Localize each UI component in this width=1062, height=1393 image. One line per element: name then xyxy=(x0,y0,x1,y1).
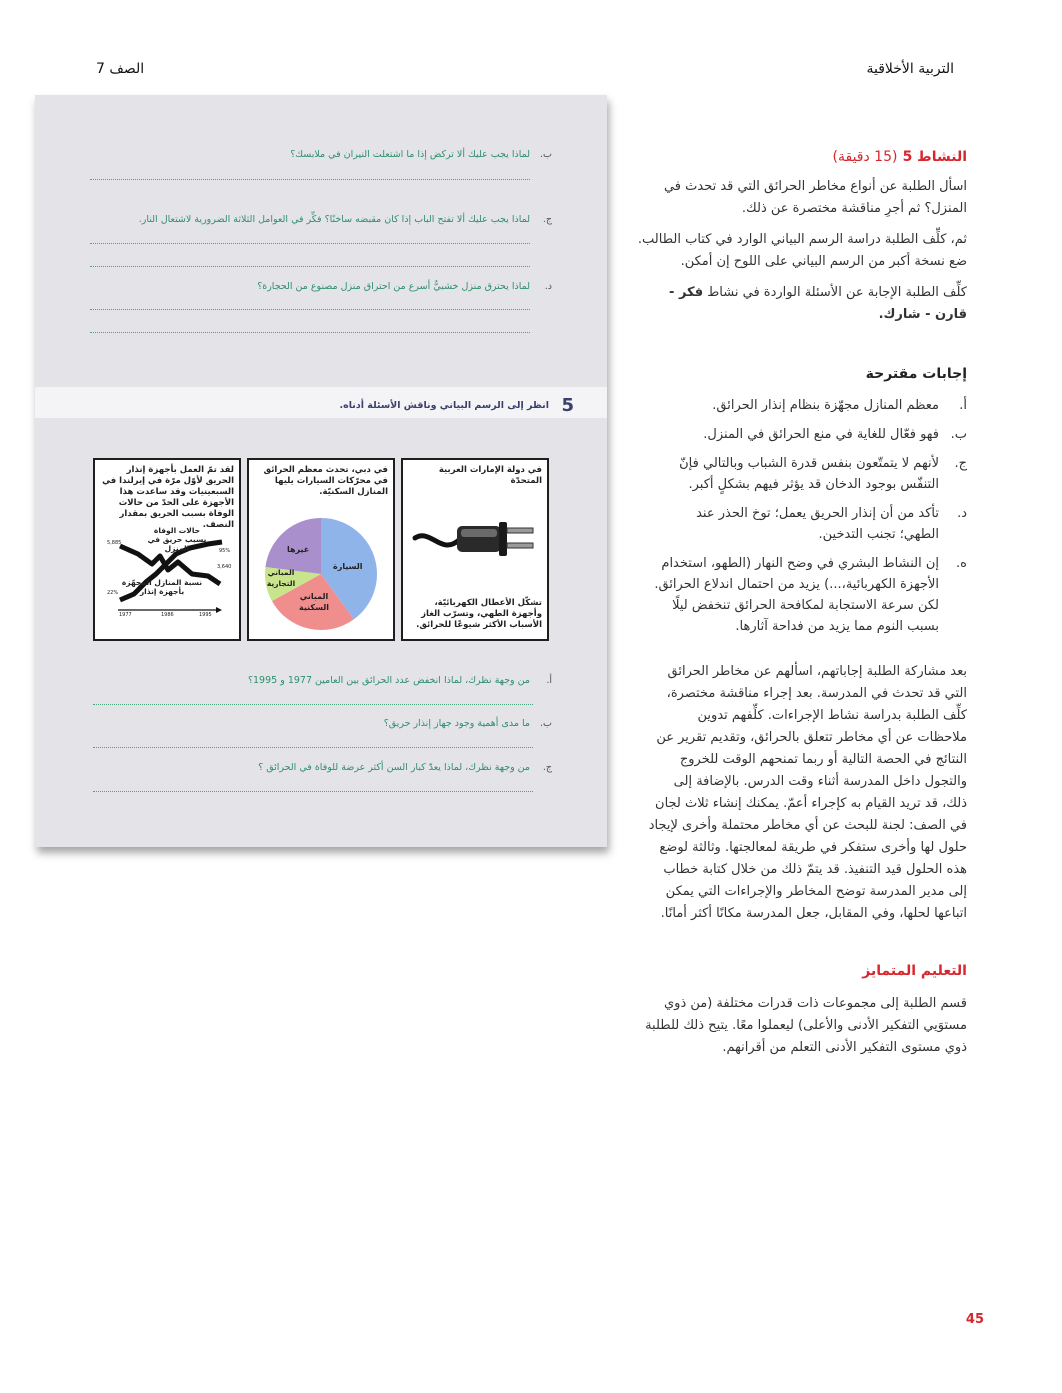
grade-label: الصف 7 xyxy=(96,61,145,77)
question-text: لماذا يحترق منزل خشبيٌّ أسرع من احتراق منزل مصنوع من الحجارة؟ xyxy=(257,281,530,292)
value-3640: 3,640 xyxy=(217,564,232,570)
question-letter: د. xyxy=(544,281,552,292)
activity-paragraph-1: اسأل الطلبة عن أنواع مخاطر الحرائق التي قد تحدث في المنزل؟ ثم أجرِ مناقشة مختصرة عن ذلك. xyxy=(663,179,967,216)
panel-uae-title: في دولة الإمارات العربية المتحدّة xyxy=(438,465,542,486)
answers-list xyxy=(637,395,967,645)
book-question xyxy=(92,281,552,292)
differentiated-text: قسم الطلبة إلى مجموعات ذات قدرات مختلفة (من ذوي مستوَيي التفكير الأدنى والأعلى) ليعملوا معًا. يتيح ذلك للطلبة ذوي مستوى التفكير الأدنى التعلم من أقرانهم. xyxy=(645,996,967,1055)
question-letter: ب. xyxy=(540,149,552,160)
answer-line xyxy=(93,791,533,792)
value-5885: 5,885 xyxy=(107,540,122,546)
panel-dubai-title: في دبي، تحدث معظم الحرائق في محرّكات السيارات يليها المنازل السكنيّة. xyxy=(263,465,388,497)
followup-paragraph: بعد مشاركة الطلبة إجاباتهم، اسألهم عن مخاطر الحرائق التي قد تحدث في المدرسة. بعد إجراء مناقشة مختصرة، كلِّف الطلبة بدراسة نشاط الإجراءات. كلِّفهم تدوين ملاحظات عن أي مخاطر تتعلق بالحرائق، وتقديم تقرير عن النتائج في الحصة التالية أو ربما تمنحهم الوقت للخروج والتجول داخل المدرسة أثناء وقت الدرس. بالإضافة إلى ذلك، قد تريد القيام به كإجراء أعمّ. يمكنك إنشاء ثلاث لجان في الصف: لجنة للبحث عن أي مخاطر محتملة وأخرى لإيجاد حلول لها وأخرى ستفكر في طريقة لمعالجتها. وثالثة لوضع هذه الحلول قيد التنفيذ. قد يتمّ ذلك من خلال كتابة خطاب إلى مدير المدرسة توضح المخاطر والإجراءات التي يمكن اتباعها لحلها، وفي المقابل، جعل المدرسة مكانًا أكثر أمانًا. xyxy=(648,664,967,921)
slice-label-residential: المباني السكنية xyxy=(299,592,329,612)
section-title: انظر إلى الرسم البياني وناقش الأسئلة أدناه. xyxy=(339,400,549,411)
question-text: من وجهة نظرك، لماذا انخفض عدد الحرائق بين العامين 1977 و 1995؟ xyxy=(247,675,530,686)
answer-letter: د. xyxy=(957,506,967,521)
answer-text: تأكد من أن إنذار الحريق يعمل؛ توخ الحذر عند الطهي؛ تجنب التدخين. xyxy=(696,506,939,542)
activity-paragraph-3 xyxy=(637,282,967,326)
book-question xyxy=(92,762,552,773)
book-question xyxy=(72,214,552,225)
answer-letter: أ. xyxy=(959,398,967,413)
section-number: 5 xyxy=(561,395,574,416)
student-book-page xyxy=(35,95,607,847)
book-question xyxy=(92,149,552,160)
activity-duration: (15 دقيقة) xyxy=(832,149,898,165)
question-letter: ج. xyxy=(542,214,552,225)
year-1995: 1995 xyxy=(199,612,212,618)
value-22: 22% xyxy=(107,590,119,596)
value-95: 95% xyxy=(219,548,231,554)
panel-uae-caption: تشكّل الأعطال الكهربائيّة، وأجهزة الطهي، وتسرّب الغاز الأسباب الأكثر شيوعًا للحرائق. xyxy=(416,598,542,630)
activity-title: النشاط 5 xyxy=(902,149,967,165)
question-text: من وجهة نظرك، لماذا يعدّ كبار السن أكثر عرضة للوفاة في الحرائق ؟ xyxy=(258,762,530,773)
slice-label-other: غيرها xyxy=(287,545,310,554)
answer-item xyxy=(637,453,967,495)
answer-item xyxy=(637,553,967,637)
answers-title: إجابات مقترحة xyxy=(865,366,967,382)
answer-line xyxy=(93,747,533,748)
year-1977: 1977 xyxy=(119,612,132,618)
question-letter: ج. xyxy=(542,762,552,773)
answer-line xyxy=(90,309,530,310)
think-pair-share: فكر - قارن - شارك. xyxy=(669,285,967,322)
answer-line xyxy=(93,704,533,705)
x-axis-arrow xyxy=(216,607,222,613)
panel-ireland-title: لقد تمّ العمل بأجهزة إنذار الحريق لأوّل مرّة في إيرلندا في السبعينيات وقد ساعدت هذا الأجهزة على الحدّ من حالات الوفاة بسبب الحريق بمقدار النصف. xyxy=(102,465,234,530)
book-question xyxy=(92,718,552,729)
answer-letter: ج. xyxy=(954,456,967,471)
answer-line xyxy=(90,243,530,244)
answer-line xyxy=(90,179,530,180)
activity-paragraph-2: ثم، كلِّف الطلبة دراسة الرسم البياني الوارد في كتاب الطالب. ضع نسخة أكبر من الرسم البياني على اللوح إن أمكن. xyxy=(637,232,967,269)
electric-plug-icon xyxy=(411,498,541,568)
question-letter: ب. xyxy=(540,718,552,729)
answer-item xyxy=(637,424,967,445)
panel-dubai xyxy=(247,458,395,641)
answer-item xyxy=(637,503,967,545)
panel-ireland xyxy=(93,458,241,641)
activity-paragraph-3-text: كلِّف الطلبة الإجابة عن الأسئلة الواردة في نشاط xyxy=(703,285,967,300)
answer-text: إن النشاط البشري في وضح النهار (الطهو، استخدام الأجهزة الكهربائية،...) يزيد من احتمال اندلاع الحرائق. لكن سرعة الاستجابة لمكافحة الحرائق تنخفض ليلًا بسبب النوم مما يزيد من فداحة آثارها. xyxy=(654,556,939,634)
question-text: ما مدى أهمية وجود جهاز إنذار حريق؟ xyxy=(383,718,530,729)
answer-item xyxy=(637,395,967,416)
label-deaths: حالات الوفاة بسبب حريق في المنزل xyxy=(147,526,207,553)
answer-text: لأنهم لا يتمتّعون بنفس قدرة الشباب وبالتالي فإنّ التنفّس بوجود الدخان قد يؤثر فيهم بشكلٍ أكبر. xyxy=(679,456,939,492)
year-1986: 1986 xyxy=(161,612,174,618)
answer-line xyxy=(90,266,530,267)
slice-label-car: السيارة xyxy=(333,562,363,571)
book-question xyxy=(92,675,552,686)
question-text: لماذا يجب عليك ألا تركض إذا ما اشتعلت النيران في ملابسك؟ xyxy=(290,149,530,160)
answer-text: فهو فعّال للغاية في منع الحرائق في المنزل. xyxy=(703,427,939,442)
question-letter: أ. xyxy=(546,675,552,686)
differentiated-title: التعليم المتمايز xyxy=(862,963,967,979)
panel-uae xyxy=(401,458,549,641)
page-number: 45 xyxy=(965,1312,984,1327)
slice-label-commercial: المباني التجارية xyxy=(266,568,296,588)
question-text: لماذا يجب عليك ألا تفتح الباب إذا كان مقبضه ساخنًا؟ فكِّر في العوامل الثلاثة الضرورية لاشتعال النار. xyxy=(138,214,530,225)
activity-heading xyxy=(667,146,967,165)
answer-line xyxy=(90,332,530,333)
subject-title: التربية الأخلاقية xyxy=(866,61,954,77)
answer-letter: ب. xyxy=(950,427,967,442)
answer-text: معظم المنازل مجهّزة بنظام إنذار الحرائق. xyxy=(712,398,939,413)
label-homes: نسبة المنازل المجهّزة بأجهزة إنذار xyxy=(121,578,203,596)
answer-letter: ه. xyxy=(956,556,967,571)
